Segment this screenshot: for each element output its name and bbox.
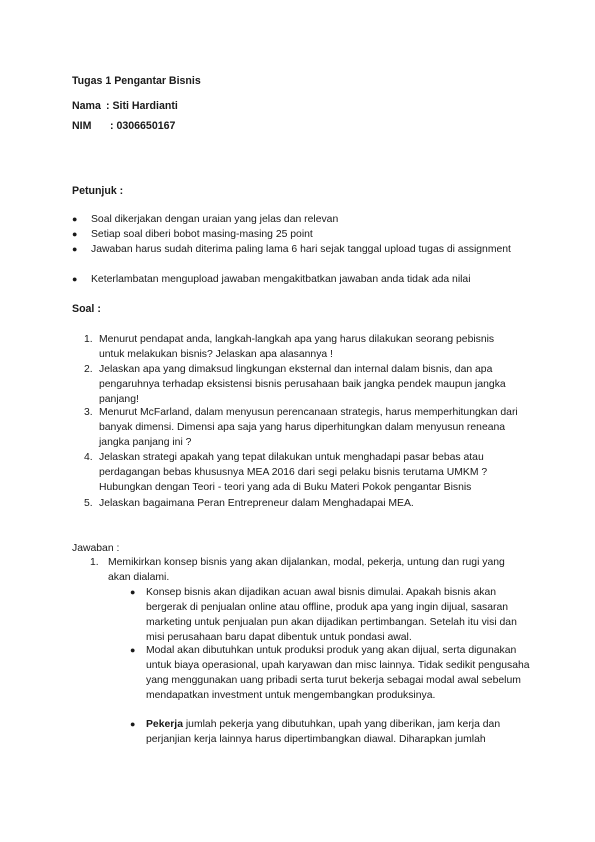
nim-value: : 0306650167 bbox=[110, 120, 176, 132]
instruction-item: ● Keterlambatan mengupload jawaban mengakitbatkan jawaban anda tidak ada nilai bbox=[72, 274, 471, 285]
bullet-icon: ● bbox=[72, 214, 78, 224]
answer-point: ● Konsep bisnis akan dijadikan acuan awal bisnis dimulai. Apakah bisnis akan bergerak di penjualan online atau offline, produk apa yang ingin dijual, sasaran marketing untuk penjualan pun akan dijadikan pertimbangan. Setelah itu visi dan misi perusahaan baru dapat dibentuk untuk pondasi awal. bbox=[130, 587, 517, 643]
bullet-icon: ● bbox=[130, 719, 136, 729]
answer-point: ● Pekerja jumlah pekerja yang dibutuhkan, upah yang diberikan, jam kerja dan perjanjian kerja lainnya harus dipertimbangkan diawal. Diharapkan jumlah bbox=[130, 719, 501, 745]
bullet-icon: ● bbox=[130, 645, 136, 655]
nim-row bbox=[72, 119, 175, 134]
instruction-item: ● Jawaban harus sudah diterima paling lama 6 hari sejak tanggal upload tugas di assignment bbox=[72, 244, 511, 255]
answer-item: 1. Memikirkan konsep bisnis yang akan dijalankan, modal, pekerja, untung dan rugi yang akan dialami. bbox=[90, 557, 505, 583]
document-title: Tugas 1 Pengantar Bisnis bbox=[72, 75, 201, 87]
instructions-heading: Petunjuk : bbox=[72, 185, 124, 197]
name-row bbox=[72, 99, 178, 114]
bullet-icon: ● bbox=[130, 587, 136, 597]
answer-point: ● Modal akan dibutuhkan untuk produksi produk yang akan dijual, serta digunakan untuk biaya operasional, upah karyawan dan misc lainnya. Tidak sedikit pengusaha yang menggunakan uang pribadi serta turut bekerja sebagai modal awal sebelum mendapatkan investment untuk mengembangkan produksinya. bbox=[130, 645, 530, 701]
question-item: 1. Menurut pendapat anda, langkah-langkah apa yang harus dilakukan seorang pebisnis untuk melakukan bisnis? Jelaskan apa alasannya ! bbox=[84, 334, 495, 360]
question-item: 5. Jelaskan bagaimana Peran Entrepreneur dalam Menghadapai MEA. bbox=[84, 498, 414, 509]
instruction-item: ● Soal dikerjakan dengan uraian yang jelas dan relevan bbox=[72, 214, 339, 225]
question-item: 2. Jelaskan apa yang dimaksud lingkungan eksternal dan internal dalam bisnis, dan apa pengaruhnya terhadap eksistensi bisnis perusahaan baik jangka pendek maupun jangka panjang! bbox=[84, 364, 506, 405]
answers-heading: Jawaban : bbox=[72, 543, 120, 554]
question-item: 3. Menurut McFarland, dalam menyusun perencanaan strategis, harus memperhitungkan dari banyak dimensi. Dimensi apa saja yang harus diperhitungkan dalam menyusun reneana jangka panjang ini ? bbox=[84, 407, 518, 448]
name-value: : Siti Hardianti bbox=[106, 100, 178, 112]
bullet-icon: ● bbox=[72, 229, 78, 239]
name-label: Nama bbox=[72, 100, 101, 112]
bullet-icon: ● bbox=[72, 244, 78, 254]
instruction-item: ● Setiap soal diberi bobot masing-masing 25 point bbox=[72, 229, 313, 240]
questions-heading: Soal : bbox=[72, 303, 101, 315]
nim-label: NIM bbox=[72, 120, 92, 132]
question-item: 4. Jelaskan strategi apakah yang tepat dilakukan untuk menghadapi pasar bebas atau perdagangan bebas khususnya MEA 2016 dari segi pelaku bisnis terutama UMKM ? Hubungkan dengan Teori - teori yang ada di Buku Materi Pokok pengantar Bisnis bbox=[84, 452, 488, 493]
bullet-icon: ● bbox=[72, 274, 78, 284]
